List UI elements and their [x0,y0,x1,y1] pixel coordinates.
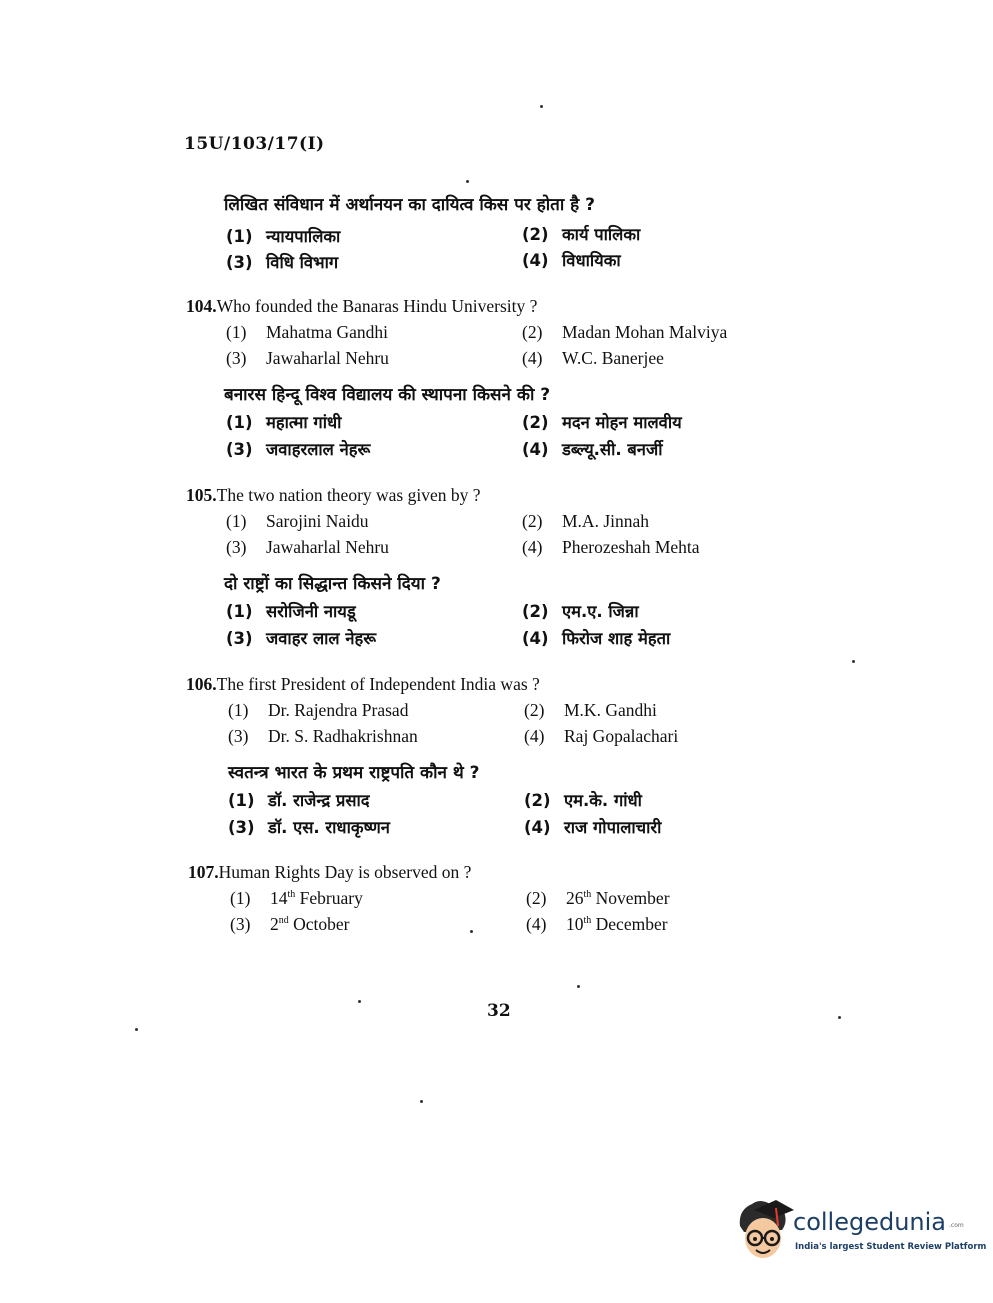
q103-hindi-option-1: (1) न्यायपालिका [226,227,341,246]
q104-hindi-option-3: (3) जवाहरलाल नेहरू [226,440,371,459]
q106-hindi-option-3: (3) डॉ. एस. राधाकृष्णन [228,818,390,837]
scan-speck [470,930,473,933]
q106-option-4: (4) Raj Gopalachari [524,726,679,746]
logo-tagline: India's largest Student Review Platform [795,1242,987,1252]
q105-hindi-question: दो राष्ट्रों का सिद्धान्त किसने दिया ? [224,574,441,594]
q103-hindi-option-4: (4) विधायिका [522,251,621,270]
q106-option-1: (1) Dr. Rajendra Prasad [228,700,409,720]
scan-speck [358,1000,361,1003]
q103-hindi-question: लिखित संविधान में अर्थानयन का दायित्व किस पर होता है ? [224,195,595,215]
q103-hindi-option-3: (3) विधि विभाग [226,253,339,272]
q105-option-3: (3) Jawaharlal Nehru [226,537,389,557]
q106-hindi-option-4: (4) राज गोपालाचारी [524,818,662,837]
logo-domain-suffix: .com [949,1222,964,1229]
q104-option-3: (3) Jawaharlal Nehru [226,348,389,368]
q104-option-1: (1) Mahatma Gandhi [226,322,388,342]
q104-hindi-option-1: (1) महात्मा गांधी [226,413,342,432]
q105-hindi-option-4: (4) फिरोज शाह मेहता [522,629,671,648]
q105-option-1: (1) Sarojini Naidu [226,511,369,531]
scan-speck [852,660,855,663]
q107-question: 107.Human Rights Day is observed on ? [188,862,472,882]
q107-option-3: (3) 2nd October [230,914,350,934]
q107-option-1: (1) 14th February [230,888,363,908]
q103-hindi-option-2: (2) कार्य पालिका [522,225,641,244]
paper-code: 15U/103/17(I) [184,134,325,154]
q104-hindi-option-2: (2) मदन मोहन मालवीय [522,413,682,432]
q105-option-4: (4) Pherozeshah Mehta [522,537,700,557]
logo-wordmark: collegedunia [793,1208,947,1236]
q104-option-2: (2) Madan Mohan Malviya [522,322,728,342]
scan-speck [135,1028,138,1031]
q105-hindi-option-2: (2) एम.ए. जिन्ना [522,602,639,621]
q104-hindi-option-4: (4) डब्ल्यू.सी. बनर्जी [522,440,663,459]
q106-option-3: (3) Dr. S. Radhakrishnan [228,726,418,746]
scan-speck [540,105,543,108]
q104-question: 104.Who founded the Banaras Hindu University ? [186,296,538,316]
scan-speck [466,180,469,183]
q106-question: 106.The first President of Independent India was ? [186,674,540,694]
q106-hindi-question: स्वतन्त्र भारत के प्रथम राष्ट्रपति कौन थे ? [228,763,480,783]
scan-speck [577,985,580,988]
q105-hindi-option-1: (1) सरोजिनी नायडू [226,602,356,621]
q105-option-2: (2) M.A. Jinnah [522,511,650,531]
q106-hindi-option-1: (1) डॉ. राजेन्द्र प्रसाद [228,791,370,810]
q105-question: 105.The two nation theory was given by ? [186,485,481,505]
scan-speck [420,1100,423,1103]
q106-hindi-option-2: (2) एम.के. गांधी [524,791,642,810]
scan-speck [838,1016,841,1019]
q107-option-4: (4) 10th December [526,914,668,934]
q104-hindi-question: बनारस हिन्दू विश्व विद्यालय की स्थापना किसने की ? [224,385,551,405]
q106-option-2: (2) M.K. Gandhi [524,700,657,720]
q105-hindi-option-3: (3) जवाहर लाल नेहरू [226,629,377,648]
q104-option-4: (4) W.C. Banerjee [522,348,664,368]
page-number: 32 [487,1001,511,1021]
q107-option-2: (2) 26th November [526,888,670,908]
